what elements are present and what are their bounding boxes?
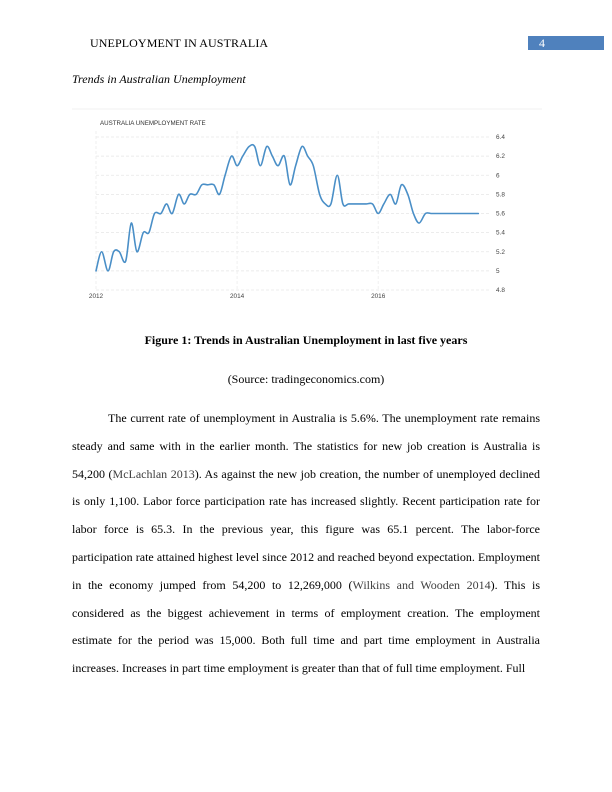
chart-background [72,108,542,310]
page-number-badge [528,36,604,50]
y-tick-label: 5.6 [496,210,505,218]
y-tick-label: 5.2 [496,248,505,256]
y-tick-label: 4.8 [496,287,505,294]
figure-caption: Figure 1: Trends in Australian Unemployment in last five years [144,333,468,347]
paragraph-text-part-2: ). As against the new job creation, the number of unemployed declined is only 1,100. Labor force participation rate has increased slightly. Recent participation rate for labor force is 65.3. In the previous year, this figure was 65.1 percent. The labor-force participation rate attained highest level since 2012 and reached beyond expectation. Employment in the economy jumped from 54,200 to 12,269,000 ( [72,466,541,592]
x-tick-label: 2012 [88,293,104,300]
y-tick-label: 5.4 [496,229,505,237]
y-tick-label: 6 [496,172,500,180]
y-tick-label: 5 [496,267,500,275]
y-tick-label: 5.8 [496,191,505,199]
page-number: 4 [539,36,545,50]
y-tick-label: 6.4 [496,134,505,141]
chart-title: AUSTRALIA UNEMPLOYMENT RATE [100,120,206,127]
paragraph-text-part-1: The current rate of unemployment in Australia is 5.6%. The unemployment rate remains steady and same with in the earlier month. The statistics for new job creation is Australia is 54,200 ( [72,411,540,481]
figure-source: (Source: tradingeconomics.com) [227,372,385,386]
unemployment-line-chart [72,108,542,310]
citation-mclachlan: McLachlan 2013 [112,466,195,481]
y-tick-label: 6.2 [496,153,505,161]
citation-wilkins-wooden: Wilkins and Wooden 2014 [352,577,491,592]
x-tick-label: 2016 [371,293,386,300]
running-header-title: UNEPLOYMENT IN AUSTRALIA [90,36,269,50]
section-heading: Trends in Australian Unemployment [72,72,246,86]
x-tick-label: 2014 [229,293,245,300]
body-paragraph [72,405,540,683]
paragraph-text-part-3: ). This is considered as the biggest achievement in terms of employment creation. The employment estimate for the period was 15,000. Both full time and part time employment in Australia increases. Increases in part time employment is greater than that of full time employment. Full [72,577,540,676]
